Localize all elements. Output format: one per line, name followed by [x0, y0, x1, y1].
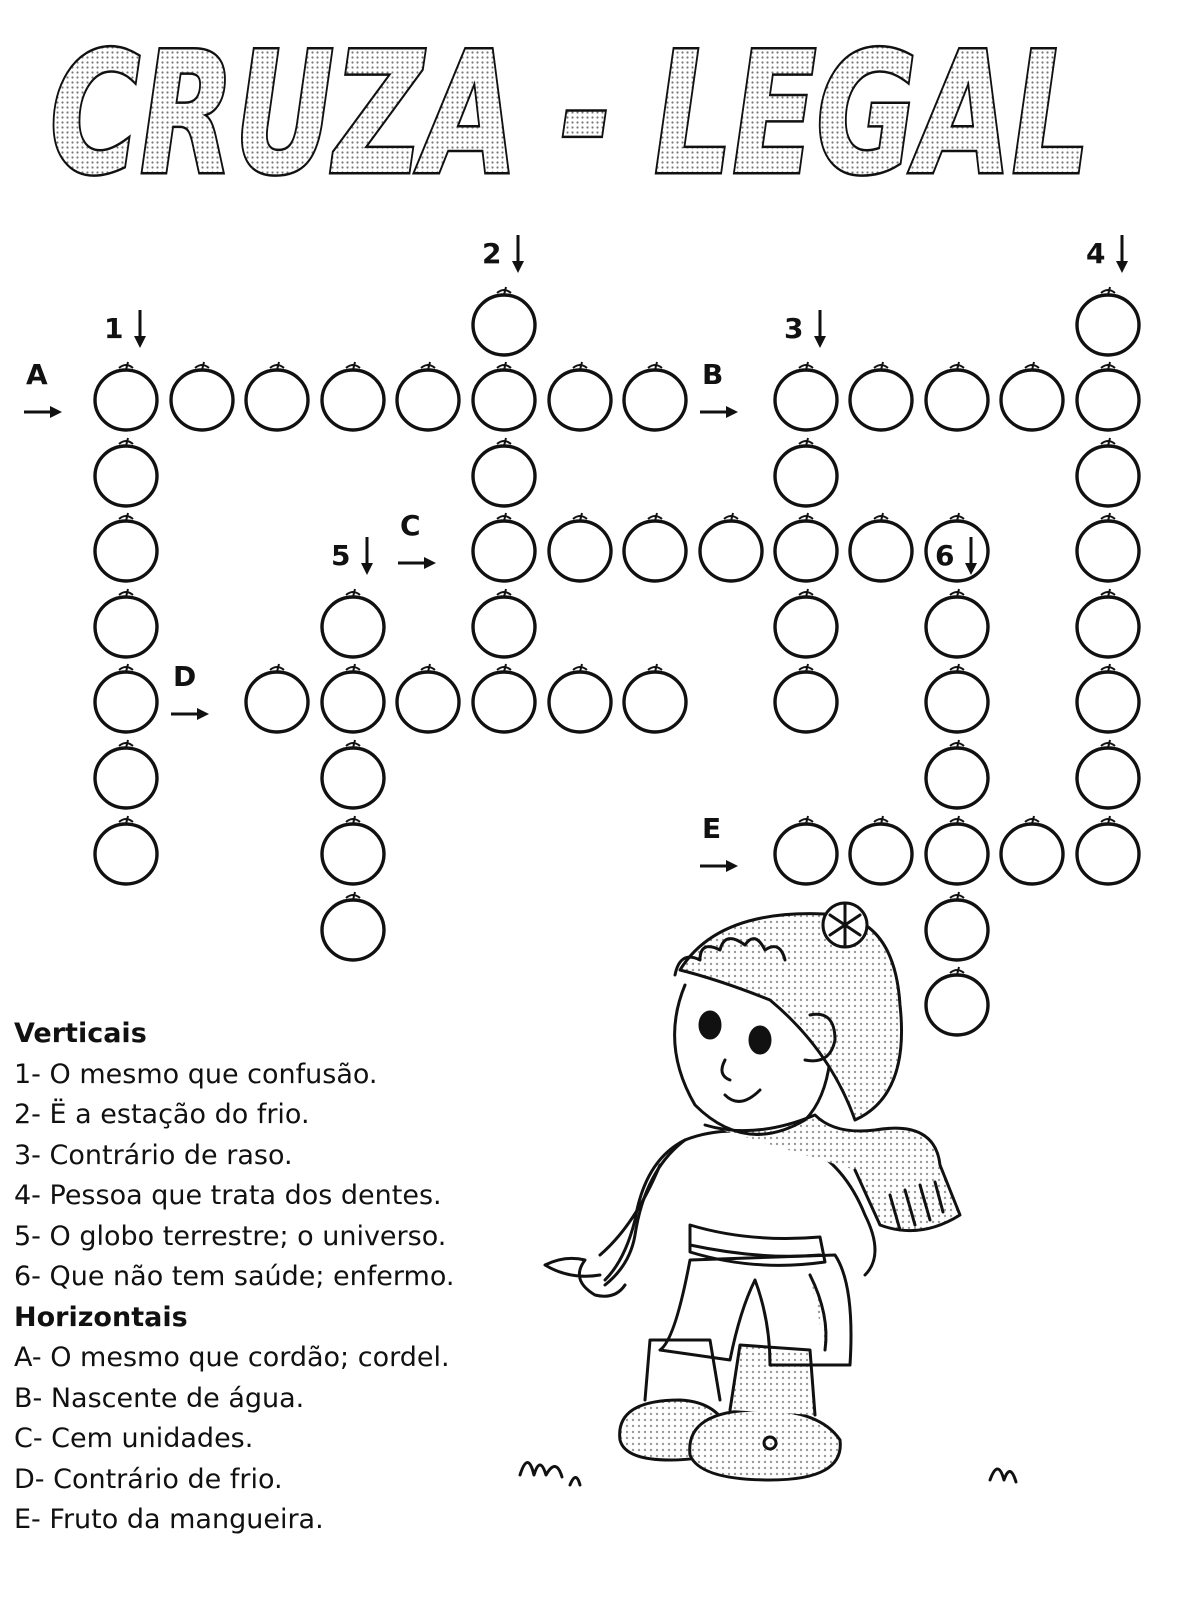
crossword-cell[interactable] [1077, 740, 1139, 808]
crossword-cell[interactable] [775, 664, 837, 732]
crossword-cell[interactable] [246, 362, 308, 430]
down-arrow-icon [361, 537, 373, 575]
crossword-cell[interactable] [95, 513, 157, 581]
crossword-cell[interactable] [624, 664, 686, 732]
down-label-6: 6 [935, 539, 955, 572]
clue-horizontal-a: A- O mesmo que cordão; cordel. [14, 1342, 450, 1373]
crossword-cell[interactable] [624, 362, 686, 430]
crossword-cell[interactable] [322, 892, 384, 960]
right-arrow-icon [700, 860, 738, 872]
horizontais-heading: Horizontais [14, 1301, 188, 1333]
crossword-cell[interactable] [473, 513, 535, 581]
crossword-cell[interactable] [322, 664, 384, 732]
crossword-cell[interactable] [322, 740, 384, 808]
title-text: CRUZA - LEGAL [50, 16, 1090, 212]
down-arrow-icon [1116, 235, 1128, 273]
clue-vertical-3: 3- Contrário de raso. [14, 1139, 293, 1171]
crossword-cell[interactable] [775, 438, 837, 506]
crossword-cell[interactable] [95, 362, 157, 430]
crossword-cell[interactable] [926, 816, 988, 884]
crossword-cell[interactable] [246, 664, 308, 732]
horizontais-list [14, 1338, 574, 1541]
crossword-cell[interactable] [926, 664, 988, 732]
crossword-cell[interactable] [473, 438, 535, 506]
down-arrow-icon [134, 310, 146, 348]
down-label-4: 4 [1086, 237, 1106, 270]
crossword-cell[interactable] [95, 740, 157, 808]
across-label-e: E [702, 812, 722, 845]
crossword-cell[interactable] [95, 664, 157, 732]
clue-vertical-1: 1- O mesmo que confusão. [14, 1058, 378, 1090]
crossword-cell[interactable] [322, 589, 384, 657]
down-label-5: 5 [331, 539, 351, 572]
crossword-cell[interactable] [1077, 589, 1139, 657]
crossword-cell[interactable] [926, 740, 988, 808]
right-arrow-icon [398, 557, 436, 569]
verticais-list [14, 1055, 574, 1298]
crossword-cell[interactable] [397, 664, 459, 732]
down-arrow-icon [512, 235, 524, 273]
crossword-cell[interactable] [775, 816, 837, 884]
verticais-heading: Verticais [14, 1018, 147, 1049]
crossword-cell[interactable] [95, 589, 157, 657]
crossword-cell[interactable] [775, 589, 837, 657]
crossword-cell[interactable] [1077, 438, 1139, 506]
crossword-cell[interactable] [95, 816, 157, 884]
crossword-cell[interactable] [775, 362, 837, 430]
across-label-b: B [702, 358, 724, 391]
right-arrow-icon [24, 406, 62, 418]
boy-in-winter-clothes-icon [510, 895, 1030, 1545]
crossword-cell[interactable] [473, 362, 535, 430]
crossword-cell[interactable] [850, 513, 912, 581]
crossword-cell[interactable] [775, 513, 837, 581]
crossword-cell[interactable] [95, 438, 157, 506]
down-label-2: 2 [482, 237, 502, 270]
right-arrow-icon [700, 406, 738, 418]
crossword-cell[interactable] [624, 513, 686, 581]
crossword-cell[interactable] [850, 816, 912, 884]
across-label-a: A [26, 358, 48, 391]
crossword-cell[interactable] [926, 362, 988, 430]
clue-horizontal-d: D- Contrário de frio. [14, 1463, 283, 1495]
crossword-cell[interactable] [397, 362, 459, 430]
clue-vertical-5: 5- O globo terrestre; o universo. [14, 1220, 447, 1252]
crossword-cell[interactable] [473, 589, 535, 657]
crossword-cell[interactable] [1077, 287, 1139, 355]
crossword-cell[interactable] [322, 816, 384, 884]
crossword-cell[interactable] [171, 362, 233, 430]
crossword-cell[interactable] [1001, 816, 1063, 884]
crossword-cell[interactable] [1077, 816, 1139, 884]
clue-horizontal-c: C- Cem unidades. [14, 1423, 254, 1454]
down-arrow-icon [814, 310, 826, 348]
crossword-cell[interactable] [1001, 362, 1063, 430]
crossword-cell[interactable] [549, 362, 611, 430]
clues-section [14, 1014, 574, 1541]
clue-horizontal-e: E- Fruto da mangueira. [14, 1504, 324, 1535]
across-label-d: D [173, 660, 197, 693]
crossword-cell[interactable] [322, 362, 384, 430]
clue-vertical-2: 2- Ë a estação do frio. [14, 1099, 310, 1130]
clue-vertical-4: 4- Pessoa que trata dos dentes. [14, 1180, 442, 1211]
clue-horizontal-b: B- Nascente de água. [14, 1382, 305, 1414]
crossword-cell[interactable] [1077, 362, 1139, 430]
clue-vertical-6: 6- Que não tem saúde; enfermo. [14, 1261, 455, 1292]
crossword-cell[interactable] [700, 513, 762, 581]
crossword-cell[interactable] [926, 589, 988, 657]
down-label-3: 3 [784, 312, 804, 345]
right-arrow-icon [171, 708, 209, 720]
crossword-cell[interactable] [473, 287, 535, 355]
crossword-cell[interactable] [549, 664, 611, 732]
across-label-c: C [400, 509, 421, 542]
crossword-cell[interactable] [549, 513, 611, 581]
crossword-cell[interactable] [473, 664, 535, 732]
crossword-cell[interactable] [1077, 664, 1139, 732]
crossword-cell[interactable] [1077, 513, 1139, 581]
crossword-cell[interactable] [850, 362, 912, 430]
down-label-1: 1 [104, 312, 124, 345]
